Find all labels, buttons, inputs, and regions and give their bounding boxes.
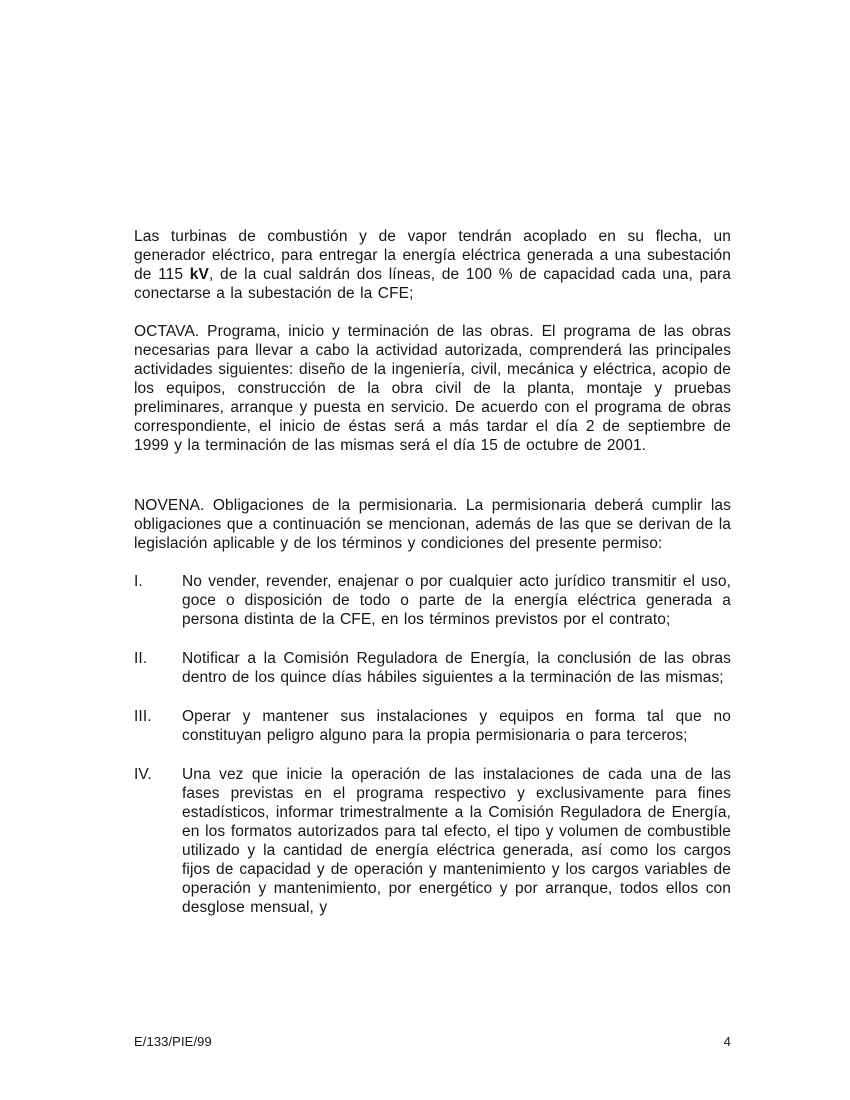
obligation-item-4 [134, 765, 731, 917]
paragraph-turbines-text-before: Las turbinas de combustión y de vapor tendrán acoplado en su flecha, un generador eléctrico, para entregar la energía eléctrica generada a una subestación de 115 [134, 228, 731, 283]
page-footer [134, 1034, 731, 1050]
paragraph-turbines-text-after: , de la cual saldrán dos líneas, de 100 % de capacidad cada una, para conectarse a la subestación de la CFE; [134, 266, 731, 302]
roman-numeral-2: II. [134, 650, 148, 667]
page-number: 4 [723, 1034, 731, 1049]
roman-numeral-3: III. [134, 708, 152, 725]
roman-numeral-1: I. [134, 573, 143, 590]
roman-numeral-4: IV. [134, 766, 152, 783]
clause-octava: OCTAVA. Programa, inicio y terminación de las obras. El programa de las obras necesarias para llevar a cabo la actividad autorizada, comprenderá las principales actividades siguientes: diseño de la ingeniería, civil, mecánica y eléctrica, acopio de los equipos, construcción de la obra civil de la planta, montaje y pruebas preliminares, arranque y puesta en servicio. De acuerdo con el programa de obras correspondiente, el inicio de éstas será a más tardar el día 2 de septiembre de 1999 y la terminación de las mismas será el día 15 de octubre de 2001. [134, 323, 731, 454]
obligation-text-2: Notificar a la Comisión Reguladora de Energía, la conclusión de las obras dentro de los quince días hábiles siguientes a la terminación de las mismas; [182, 650, 731, 686]
footer-reference: E/133/PIE/99 [134, 1034, 212, 1049]
obligation-item-2 [134, 649, 731, 687]
paragraph-turbines-bold-kv: kV [189, 266, 209, 283]
obligations-list [134, 572, 731, 917]
paragraph-turbines [134, 227, 731, 303]
obligation-item-3 [134, 707, 731, 745]
obligation-item-1 [134, 572, 731, 629]
obligation-text-3: Operar y mantener sus instalaciones y equipos en forma tal que no constituyan peligro alguno para la propia permisionaria o para terceros; [182, 708, 731, 744]
clause-novena: NOVENA. Obligaciones de la permisionaria. La permisionaria deberá cumplir las obligaciones que a continuación se mencionan, además de las que se derivan de la legislación aplicable y de los términos y condiciones del presente permiso: [134, 497, 731, 552]
obligation-text-1: No vender, revender, enajenar o por cualquier acto jurídico transmitir el uso, goce o disposición de todo o parte de la energía eléctrica generada a persona distinta de la CFE, en los términos previstos por el contrato; [182, 573, 731, 628]
document-body [134, 227, 731, 917]
obligation-text-4: Una vez que inicie la operación de las instalaciones de cada una de las fases previstas en el programa respectivo y exclusivamente para fines estadísticos, informar trimestralmente a la Comisión Reguladora de Energía, en los formatos autorizados para tal efecto, el tipo y volumen de combustible utilizado y la cantidad de energía eléctrica generada, así como los cargos fijos de capacidad y de operación y mantenimiento y los cargos variables de operación y mantenimiento, por energético y por arranque, todos ellos con desglose mensual, y [182, 766, 731, 916]
